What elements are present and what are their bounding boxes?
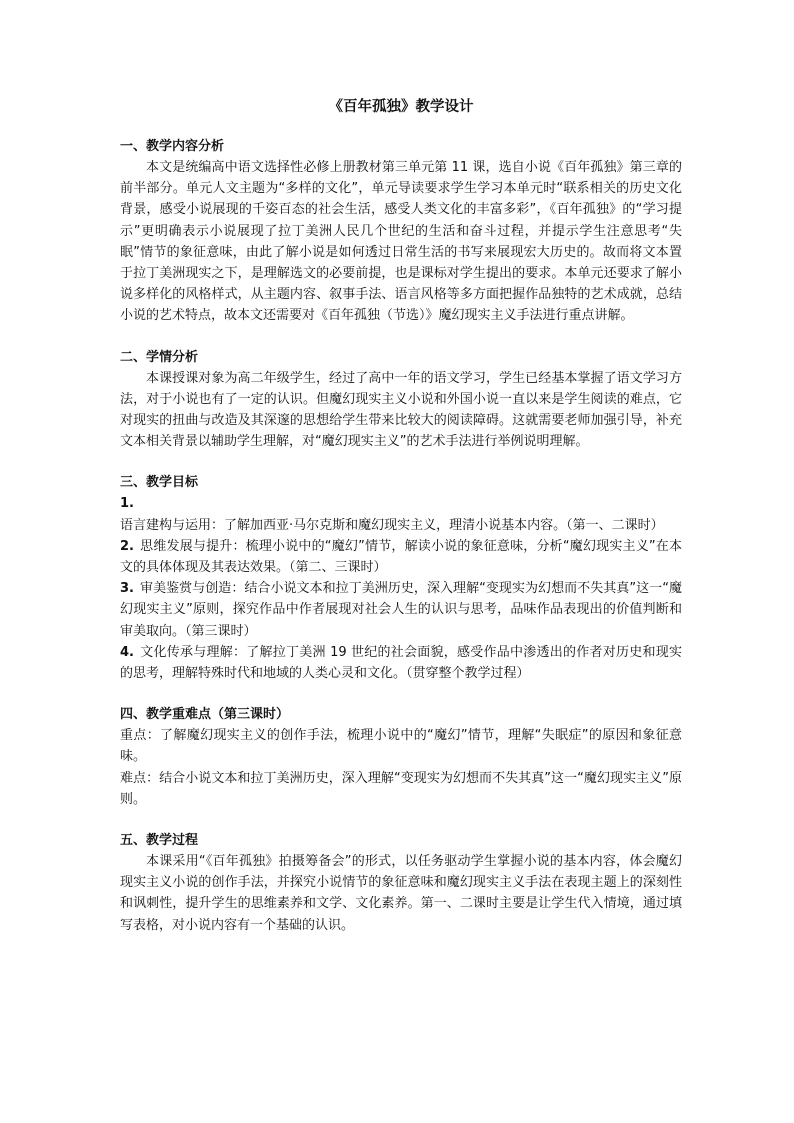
section-teaching-goals [120, 473, 682, 684]
goal-item: 2. 思维发展与提升：梳理小说中的“魔幻”情节，解读小说的象征意味，分析“魔幻现实主义”在本文的具体体现及其表达效果。（第二、三课时） [120, 538, 682, 576]
goal-item: 3. 审美鉴赏与创造：结合小说文本和拉丁美洲历史，深入理解“变现实为幻想而不失其真”这一“魔幻现实主义”原则，探究作品中作者展现对社会人生的认识与思考，品味作品表现出的价值判断和审美取向。（第三课时） [120, 581, 682, 639]
paragraph: 本文是统编高中语文选择性必修上册教材第三单元第 11 课，选自小说《百年孤独》第三章的前半部分。单元人文主题为“多样的文化”，单元导读要求学生学习本单元时“联系相关的历史文化背景，感受小说展现的千姿百态的社会生活，感受人类文化的丰富多彩”，《百年孤独》的“学习提示”更明确表示小说展现了拉丁美洲人民几个世纪的生活和奋斗过程，并提示学生注意思考“失眠”情节的象征意味，由此了解小说是如何透过日常生活的书写来展现宏大历史的。故而将文本置于拉丁美洲现实之下，是理解选文的必要前提，也是课标对学生提出的要求。本单元还要求了解小说多样化的风格样式，从主题内容、叙事手法、语言风格等多方面把握作品独特的艺术成就，总结小说的艺术特点，故本文还需要对《百年孤独（节选）》魔幻现实主义手法进行重点讲解。 [120, 160, 682, 324]
section-heading: 二、学情分析 [120, 349, 199, 365]
goal-item: 4. 文化传承与理解：了解拉丁美洲 19 世纪的社会面貌，感受作品中渗透出的作者对历史和现实的思考，理解特殊时代和地域的人类心灵和文化。（贯穿整个教学过程） [120, 644, 682, 682]
section-content-analysis [120, 137, 682, 327]
key-point-paragraph: 重点：了解魔幻现实主义的创作手法，梳理小说中的“魔幻”情节，理解“失眠症”的原因和象征意味。 [120, 728, 682, 765]
section-heading: 五、教学过程 [120, 833, 199, 849]
paragraph: 本课授课对象为高二年级学生，经过了高中一年的语文学习，学生已经基本掌握了语文学习方法，对于小说也有了一定的认识。但魔幻现实主义小说和外国小说一直以来是学生阅读的难点，它对现实的扭曲与改造及其深邃的思想给学生带来比较大的阅读障碍。这就需要老师加强引导，补充文本相关背景以辅助学生理解，对“魔幻现实主义”的艺术手法进行举例说明理解。 [120, 370, 682, 450]
difficult-point-paragraph: 难点：结合小说文本和拉丁美洲历史，深入理解“变现实为幻想而不失其真”这一“魔幻现实主义”原则。 [120, 770, 682, 807]
goal-item: 1.语言建构与运用：了解加西亚·马尔克斯和魔幻现实主义，理清小说基本内容。（第一、二课时） [120, 496, 664, 533]
section-heading: 四、教学重难点（第三课时） [120, 707, 290, 723]
paragraph: 本课采用“《百年孤独》拍摄筹备会”的形式，以任务驱动学生掌握小说的基本内容，体会魔幻现实主义小说的创作手法，并探究小说情节的象征意味和魔幻现实主义手法在表现主题上的深刻性和讽刺性，提升学生的思维素养和文学、文化素养。第一、二课时主要是让学生代入情境，通过填写表格，对小说内容有一个基础的认识。 [120, 854, 682, 933]
section-teaching-process [120, 831, 682, 936]
section-key-difficult-points [120, 705, 682, 810]
section-student-analysis [120, 348, 682, 453]
document-title: 《百年孤独》教学设计 [328, 99, 474, 115]
section-heading: 三、教学目标 [120, 475, 199, 491]
section-heading: 一、教学内容分析 [120, 139, 225, 154]
